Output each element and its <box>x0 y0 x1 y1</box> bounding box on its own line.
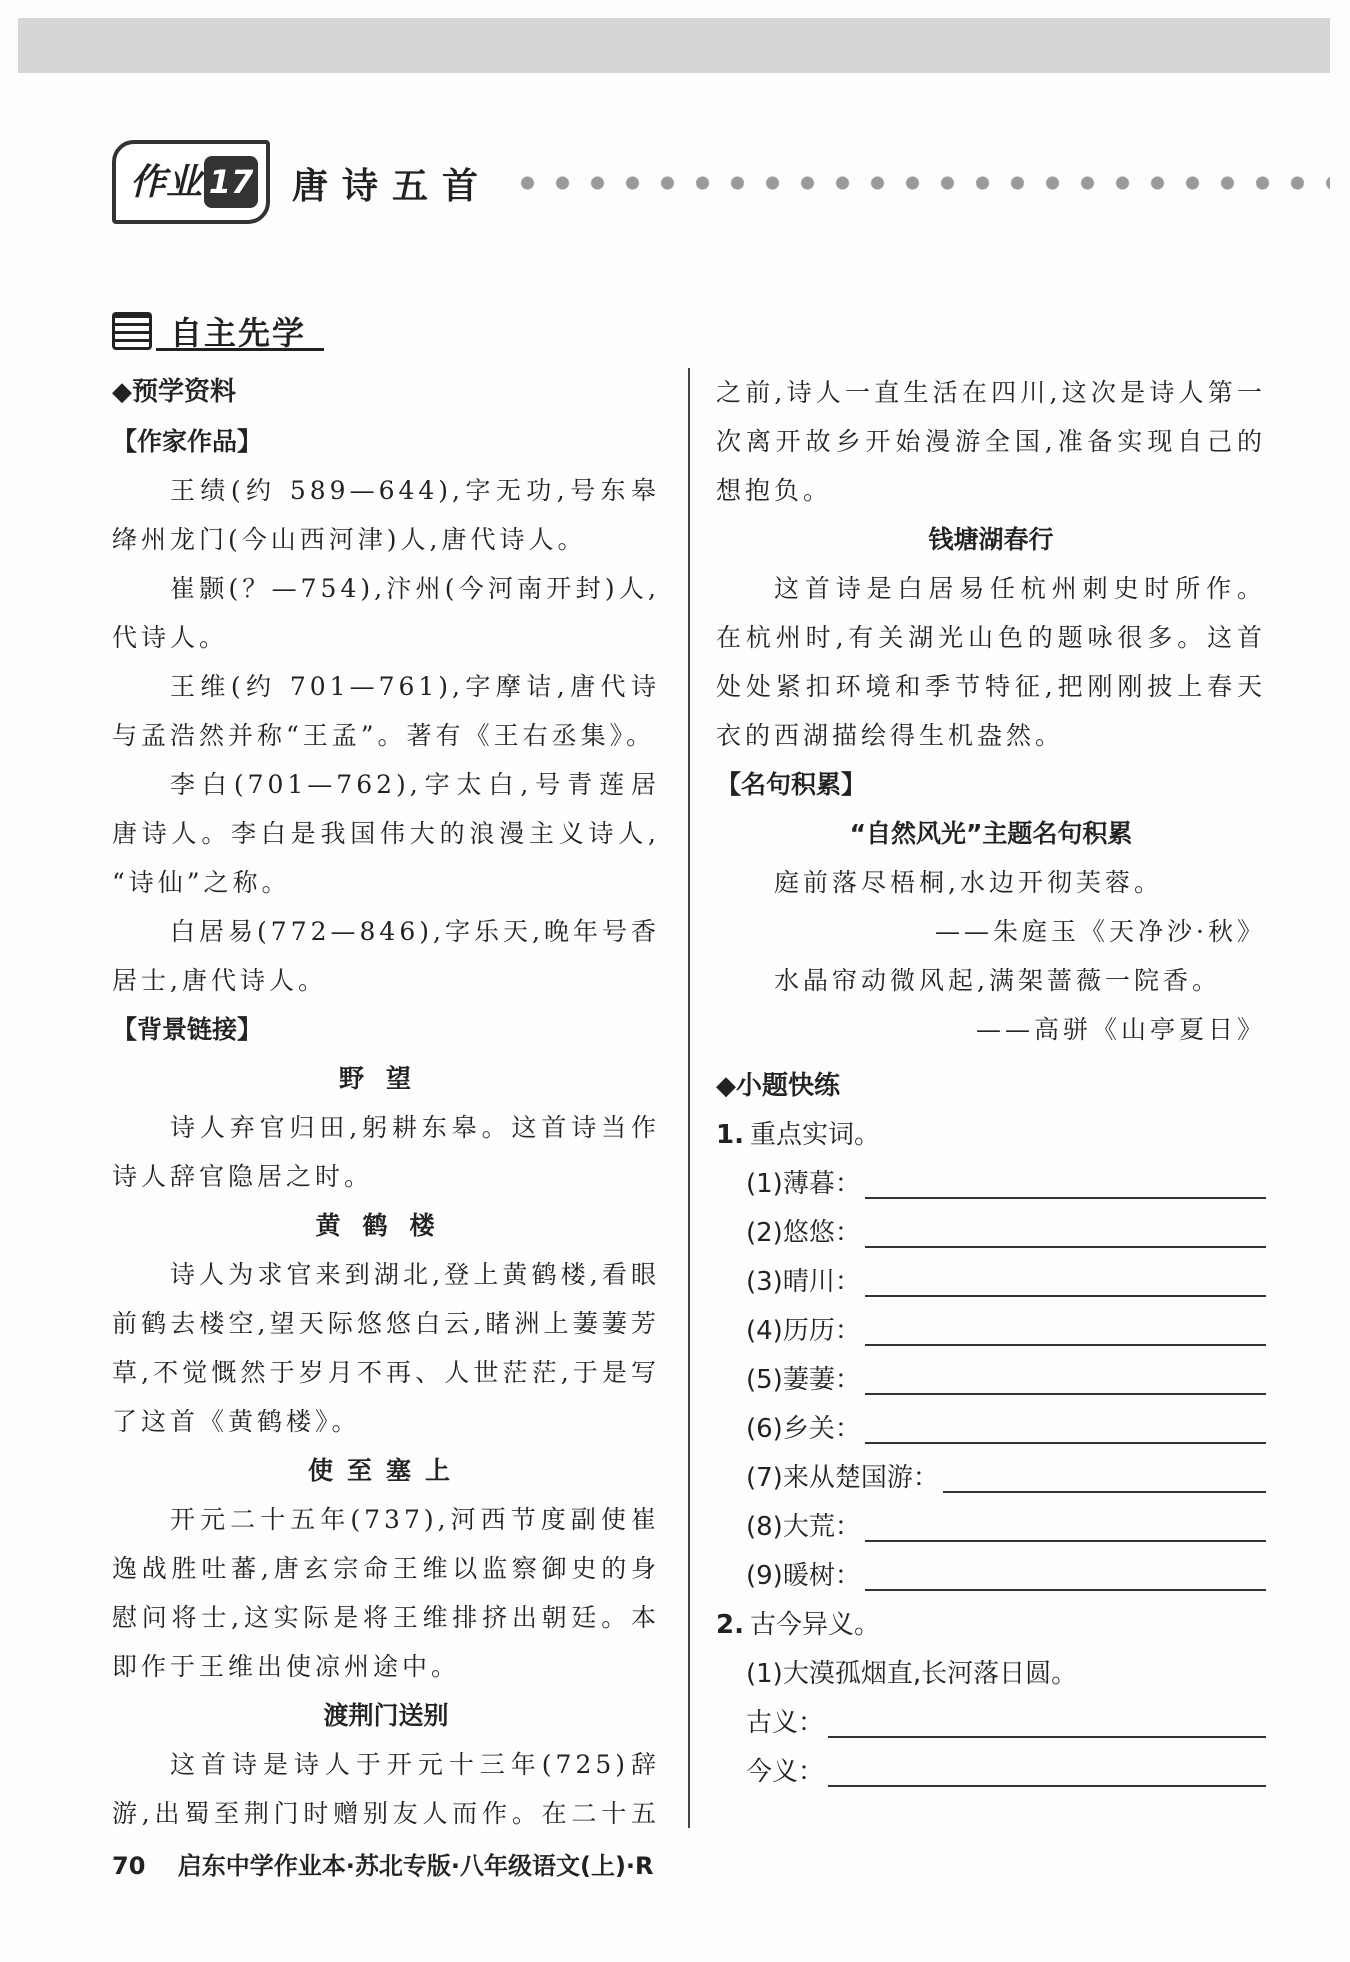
section-underline <box>156 348 324 351</box>
text-line: 崔颢(？—754),汴州(今河南开封)人, <box>170 574 660 603</box>
dotted-rule <box>510 176 1330 190</box>
question-1-item <box>716 1356 1266 1405</box>
text-line: 前鹤去楼空,望天际悠悠白云,睹洲上萋萋芳 <box>112 1309 660 1338</box>
text-line: 诗人为求官来到湖北,登上黄鹤楼,看眼 <box>170 1260 660 1289</box>
text-line: 与孟浩然并称“王孟”。著有《王右丞集》。 <box>112 721 656 750</box>
question-1-item <box>716 1258 1266 1307</box>
text-line: 游,出蜀至荆门时赠别友人而作。在二十五 <box>112 1799 660 1828</box>
question-label: (3)晴川： <box>746 1267 861 1297</box>
lesson-title: 唐诗五首 <box>292 166 493 207</box>
answer-blank[interactable] <box>865 1510 1266 1542</box>
page-footer <box>112 1846 654 1881</box>
question-1-item <box>716 1405 1266 1454</box>
question-1-item <box>716 1307 1266 1356</box>
question-label: (4)历历： <box>746 1316 861 1346</box>
question-1-item <box>716 1454 1266 1503</box>
text-line: 诗人辞官隐居之时。 <box>112 1162 374 1191</box>
question-label: (6)乡关： <box>746 1414 861 1444</box>
text-line: 之前,诗人一直生活在四川,这次是诗人第一 <box>716 378 1266 407</box>
text-line: 慰问将士,这实际是将王维排挤出朝廷。本 <box>112 1603 660 1632</box>
question-1-text: 重点实词。 <box>749 1120 880 1150</box>
answer-blank[interactable] <box>865 1412 1266 1444</box>
text-line: 绛州龙门(今山西河津)人,唐代诗人。 <box>112 525 587 554</box>
text-line: ◆预学资料 <box>112 377 236 407</box>
text-line: ——高骈《山亭夏日》 <box>975 1015 1266 1044</box>
text-line: 草,不觉慨然于岁月不再、人世茫茫,于是写 <box>112 1358 660 1387</box>
question-1-item <box>716 1160 1266 1209</box>
text-line: 钱塘湖春行 <box>928 525 1054 554</box>
column-divider <box>688 368 690 1828</box>
text-line: 【背景链接】 <box>112 1015 263 1044</box>
question-label: (7)来从楚国游： <box>746 1463 939 1493</box>
text-line: 代诗人。 <box>112 623 229 652</box>
answer-blank[interactable] <box>865 1216 1266 1248</box>
answer-blank[interactable] <box>865 1167 1266 1199</box>
top-scan-band <box>18 18 1330 73</box>
text-line: 【作家作品】 <box>112 427 263 456</box>
question-1-number: 1. <box>716 1120 744 1150</box>
text-line: 野望 <box>338 1064 433 1093</box>
text-line: 在杭州时,有关湖光山色的题咏很多。这首 <box>716 623 1266 652</box>
text-line: 开元二十五年(737),河西节度副使崔 <box>170 1505 660 1534</box>
text-line: 唐诗人。李白是我国伟大的浪漫主义诗人, <box>112 819 660 848</box>
question-2-sentence: (1)大漠孤烟直,长河落日圆。 <box>746 1659 1078 1689</box>
question-label: 今义： <box>746 1757 825 1787</box>
question-1-item <box>716 1503 1266 1552</box>
question-1-item <box>716 1552 1266 1601</box>
text-line: 次离开故乡开始漫游全国,准备实现自己的 <box>716 427 1266 456</box>
text-line: 处处紧扣环境和季节特征,把刚刚披上春天 <box>716 672 1266 701</box>
answer-blank[interactable] <box>865 1363 1266 1395</box>
question-2-number: 2. <box>716 1610 744 1640</box>
answer-blank[interactable] <box>943 1461 1266 1493</box>
text-line: 黄鹤楼 <box>315 1211 457 1240</box>
question-1-title <box>716 1111 1266 1160</box>
text-line: 白居易(772—846),字乐天,晚年号香 <box>170 917 660 946</box>
text-line: 居士,唐代诗人。 <box>112 966 327 995</box>
homework-badge <box>112 140 270 224</box>
text-line: ——朱庭玉《天净沙·秋》 <box>935 917 1266 946</box>
section-header <box>112 306 332 356</box>
text-line: 王绩(约 589—644),字无功,号东皋 <box>170 476 660 505</box>
text-line: 了这首《黄鹤楼》。 <box>112 1407 361 1436</box>
question-2-item <box>716 1699 1266 1748</box>
section-title: 自主先学 <box>170 314 307 352</box>
notebook-icon <box>112 312 152 350</box>
question-2-items <box>716 1699 1266 1797</box>
text-line: 诗人弃官归田,躬耕东皋。这首诗当作 <box>170 1113 660 1142</box>
question-label: (2)悠悠： <box>746 1218 861 1248</box>
question-2-text: 古今异义。 <box>749 1610 880 1640</box>
question-1-items <box>716 1160 1266 1601</box>
text-line: 使至塞上 <box>307 1456 464 1485</box>
question-2-item <box>716 1748 1266 1797</box>
right-column <box>716 368 1266 1797</box>
question-label: (9)暖树： <box>746 1561 861 1591</box>
text-line: 庭前落尽梧桐,水边开彻芙蓉。 <box>774 868 1163 897</box>
answer-blank[interactable] <box>865 1314 1266 1346</box>
question-1-item <box>716 1209 1266 1258</box>
text-line: “诗仙”之称。 <box>112 868 291 897</box>
text-line: 李白(701—762),字太白,号青莲居 <box>170 770 660 799</box>
answer-blank[interactable] <box>865 1559 1266 1591</box>
text-line: 这首诗是白居易任杭州刺史时所作。 <box>774 574 1266 603</box>
text-line: 逸战胜吐蕃,唐玄宗命王维以监察御史的身 <box>112 1554 660 1583</box>
left-column <box>112 368 660 1838</box>
page-number: 70 <box>112 1852 146 1880</box>
answer-blank[interactable] <box>865 1265 1266 1297</box>
lesson-header <box>112 140 1332 225</box>
question-label: (8)大荒： <box>746 1512 861 1542</box>
question-label: (5)萋萋： <box>746 1365 861 1395</box>
text-line: 【名句积累】 <box>716 770 867 799</box>
book-title: 启东中学作业本·苏北专版·八年级语文(上)·R <box>177 1852 654 1880</box>
text-line: 渡荆门送别 <box>323 1701 449 1730</box>
question-label: 古义： <box>746 1708 825 1738</box>
text-line: 这首诗是诗人于开元十三年(725)辞 <box>170 1750 660 1779</box>
text-line: 即作于王维出使凉州途中。 <box>112 1652 461 1681</box>
answer-blank[interactable] <box>828 1706 1266 1738</box>
answer-blank[interactable] <box>828 1755 1266 1787</box>
text-line: “自然风光”主题名句积累 <box>849 819 1133 848</box>
right-text <box>716 368 1266 1054</box>
question-label: (1)薄暮： <box>746 1169 861 1199</box>
text-line: 王维(约 701—761),字摩诘,唐代诗 <box>170 672 660 701</box>
badge-word: 作业 <box>130 162 203 203</box>
text-line: 想抱负。 <box>716 476 833 505</box>
badge-number: 17 <box>204 156 258 208</box>
text-line: 水晶帘动微风起,满架蔷薇一院香。 <box>774 966 1221 995</box>
question-2-title <box>716 1601 1266 1650</box>
text-line: 衣的西湖描绘得生机盎然。 <box>716 721 1065 750</box>
exercise-heading: ◆小题快练 <box>716 1071 840 1101</box>
